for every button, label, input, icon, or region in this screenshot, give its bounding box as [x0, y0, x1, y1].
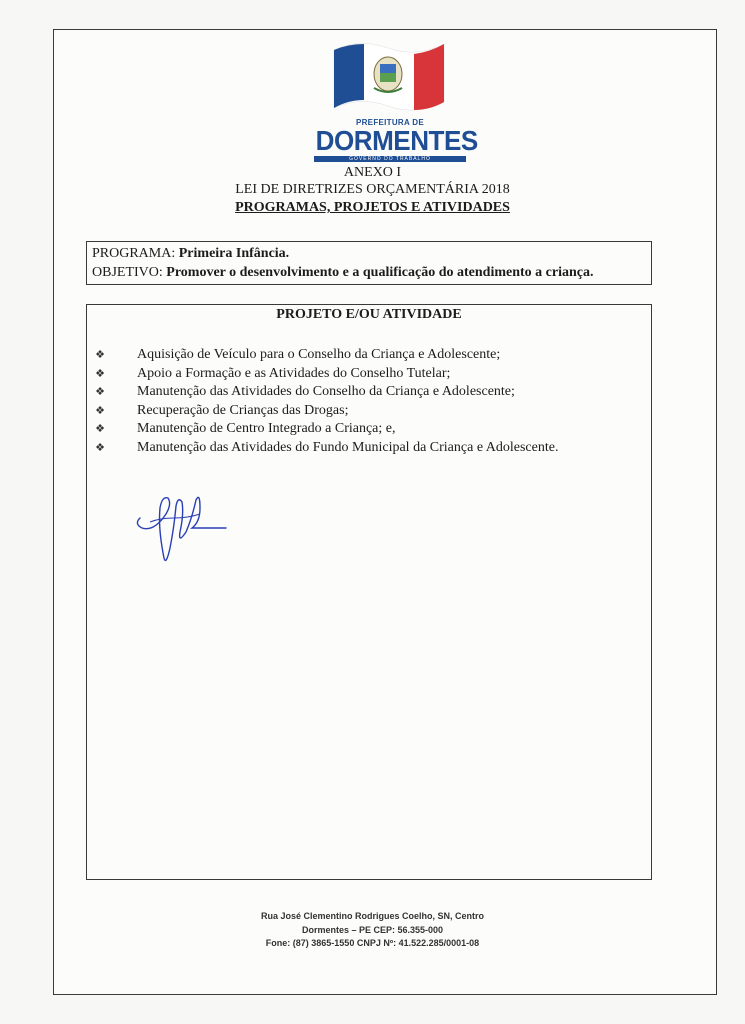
footer-contact: Fone: (87) 3865-1550 CNPJ Nº: 41.522.285/0001-08	[265, 938, 480, 948]
footer-address: Rua José Clementino Rodrigues Coelho, SN, Centro	[260, 911, 485, 921]
diamond-bullet-icon: ❖	[95, 441, 105, 454]
program-label: PROGRAMA:	[92, 246, 176, 261]
logo-top-text: PREFEITURA DE	[355, 118, 425, 127]
activity-text: Manutenção das Atividades do Fundo Municipal da Criança e Adolescente.	[137, 439, 559, 455]
activity-text: Aquisição de Veículo para o Conselho da Criança e Adolescente;	[137, 347, 501, 362]
activity-text: Recuperação de Crianças das Drogas;	[137, 402, 349, 418]
list-item	[92, 383, 558, 402]
municipality-logo	[310, 34, 478, 164]
objective-line	[92, 263, 646, 282]
annex-title: ANEXO I	[343, 165, 402, 180]
program-value: Primeira Infância.	[178, 246, 290, 261]
activity-text: Apoio a Formação e as Atividades do Conselho Tutelar;	[137, 365, 451, 381]
objective-label: OBJETIVO:	[92, 265, 163, 280]
program-box	[86, 241, 652, 285]
objective-value: Promover o desenvolvimento e a qualificação do atendimento a criança.	[166, 265, 594, 280]
law-title: LEI DE DIRETRIZES ORÇAMENTÁRIA 2018	[235, 182, 510, 197]
diamond-bullet-icon: ❖	[95, 423, 105, 436]
handwritten-signature	[130, 488, 230, 570]
list-item	[92, 365, 558, 384]
activity-text: Manutenção das Atividades do Conselho da Criança e Adolescente;	[137, 384, 515, 400]
list-item	[92, 346, 558, 365]
logo-subtitle: GOVERNO DO TRABALHO	[314, 156, 466, 162]
logo-name: DORMENTES	[315, 125, 478, 156]
activities-title: PROJETO E/OU ATIVIDADE	[276, 307, 462, 322]
activity-text: Manutenção de Centro Integrado a Criança; e,	[137, 421, 396, 437]
list-item	[92, 402, 558, 421]
diamond-bullet-icon: ❖	[95, 367, 105, 380]
activities-box	[86, 304, 652, 880]
list-item	[92, 439, 558, 458]
program-line	[92, 244, 646, 263]
flag-icon	[330, 36, 448, 116]
diamond-bullet-icon: ❖	[95, 349, 105, 361]
footer-city: Dormentes – PE CEP: 56.355-000	[301, 925, 444, 935]
section-title: PROGRAMAS, PROJETOS E ATIVIDADES	[235, 200, 510, 215]
list-item	[92, 420, 558, 439]
activities-list	[92, 346, 558, 458]
diamond-bullet-icon: ❖	[95, 404, 105, 417]
diamond-bullet-icon: ❖	[95, 386, 105, 399]
